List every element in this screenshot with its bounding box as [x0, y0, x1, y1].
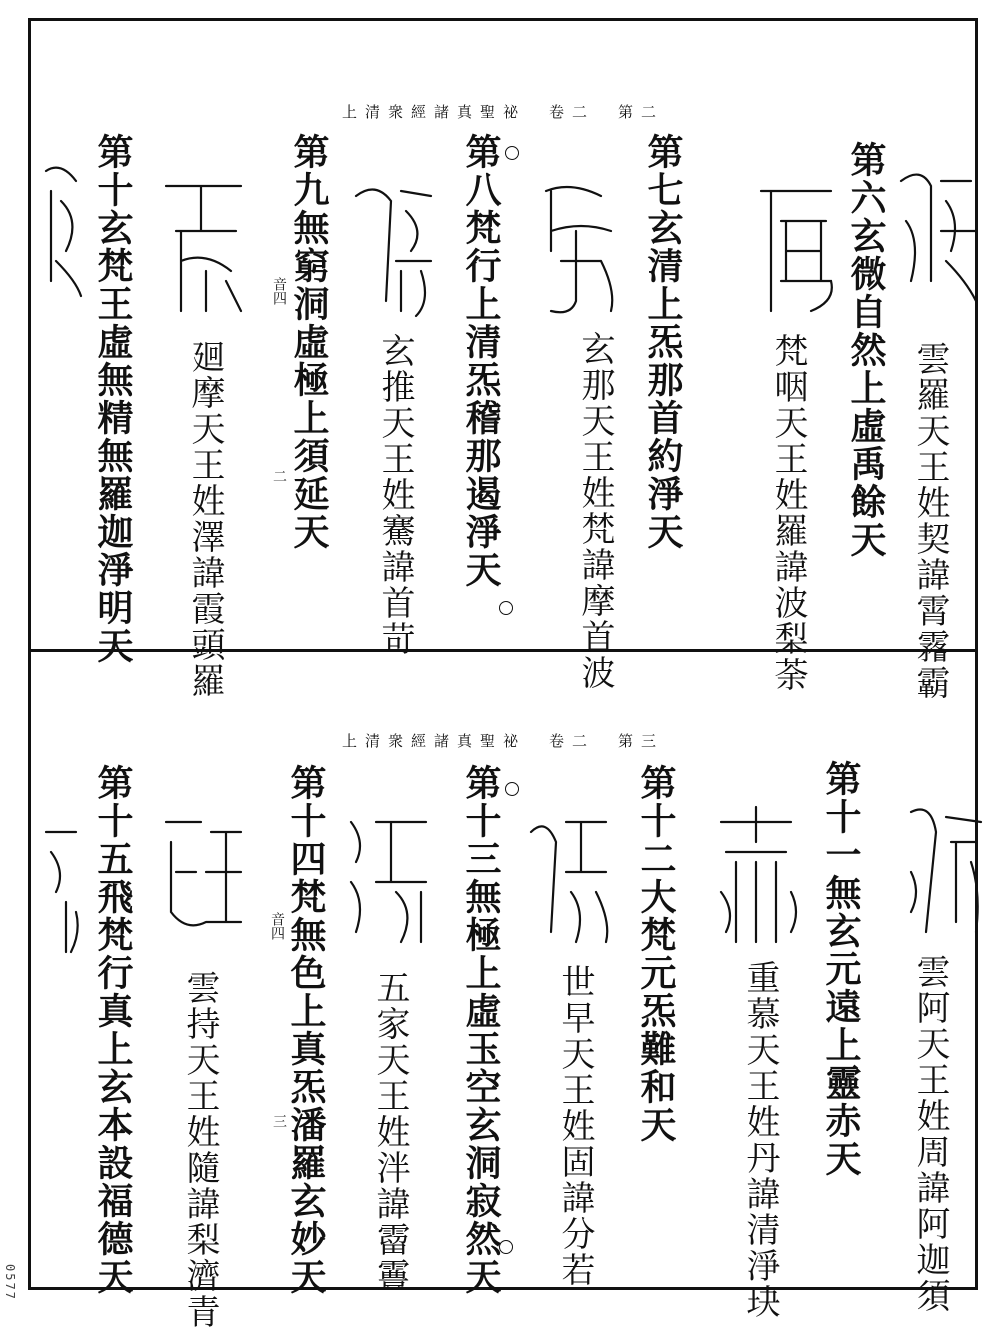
seal-script-glyph [36, 812, 86, 962]
king-name: 五家天王姓泮諱霤霻 [370, 970, 410, 1294]
page-mark: 音四 [271, 277, 287, 305]
panel-header: 上清衆經諸真聖祕 卷二 第三 [341, 732, 664, 750]
circle-mark [505, 146, 519, 160]
page-number: 二 [271, 469, 287, 483]
heaven-title: 第十三無極上虛玉空玄洞寂然天 [460, 764, 502, 1296]
seal-script-glyph [711, 802, 801, 952]
heaven-title: 第十二大梵元炁難和天 [635, 764, 677, 1144]
seal-script-glyph [341, 802, 431, 952]
circle-mark [499, 601, 513, 615]
heaven-title: 第十一無玄元遠上靈赤天 [820, 760, 862, 1178]
heaven-title: 第十五飛梵行真上玄本設福德天 [92, 764, 134, 1296]
heaven-title: 第九無窮洞虛極上須延天 [288, 133, 330, 551]
seal-script-glyph [156, 802, 246, 952]
king-name: 梵咽天王姓羅諱波梨荼 [768, 333, 808, 693]
seal-script-glyph [156, 171, 246, 321]
king-name: 重慕天王姓丹諱清淨玦 [740, 960, 780, 1320]
king-name: 雲阿天王姓周諱阿迦須 [910, 954, 950, 1314]
bottom-panel [31, 652, 975, 1330]
king-name: 廻摩天王姓澤諱霞頭羅 [185, 339, 225, 699]
seal-script-glyph [346, 171, 436, 321]
circle-mark [505, 782, 519, 796]
panel-header: 上清衆經諸真聖祕 卷二 第二 [341, 103, 664, 121]
king-name: 雲持天王姓隨諱梨濟青 [180, 970, 220, 1330]
seal-script-glyph [531, 171, 621, 321]
king-name: 世早天王姓固諱分若 [555, 964, 595, 1288]
heaven-title: 第十四梵無色上真炁潘羅玄妙天 [285, 764, 327, 1296]
heaven-title: 第八梵行上清炁稽那遏淨天 [460, 133, 502, 589]
heaven-title: 第十玄梵王虛無精無羅迦淨明天 [92, 133, 134, 665]
page-frame [28, 18, 978, 1330]
heaven-title: 第六玄微自然上虛禹餘天 [845, 141, 887, 559]
circle-mark [499, 1240, 513, 1254]
seal-script-glyph [896, 792, 986, 942]
seal-script-glyph [751, 171, 841, 321]
king-name: 玄那天王姓梵諱摩首波 [575, 331, 615, 691]
page-mark: 音四 [269, 912, 285, 940]
heaven-title: 第七玄清上炁那首約淨天 [642, 133, 684, 551]
king-name: 玄推天王姓騫諱首苛 [375, 333, 415, 657]
king-name: 雲羅天王姓契諱霄霿霸 [910, 341, 950, 701]
seal-script-glyph [521, 802, 611, 952]
top-panel [31, 21, 975, 701]
side-number: 0577 [3, 1264, 17, 1301]
seal-script-glyph [36, 151, 86, 301]
seal-script-glyph [891, 161, 981, 311]
page-number: 三 [271, 1114, 287, 1128]
